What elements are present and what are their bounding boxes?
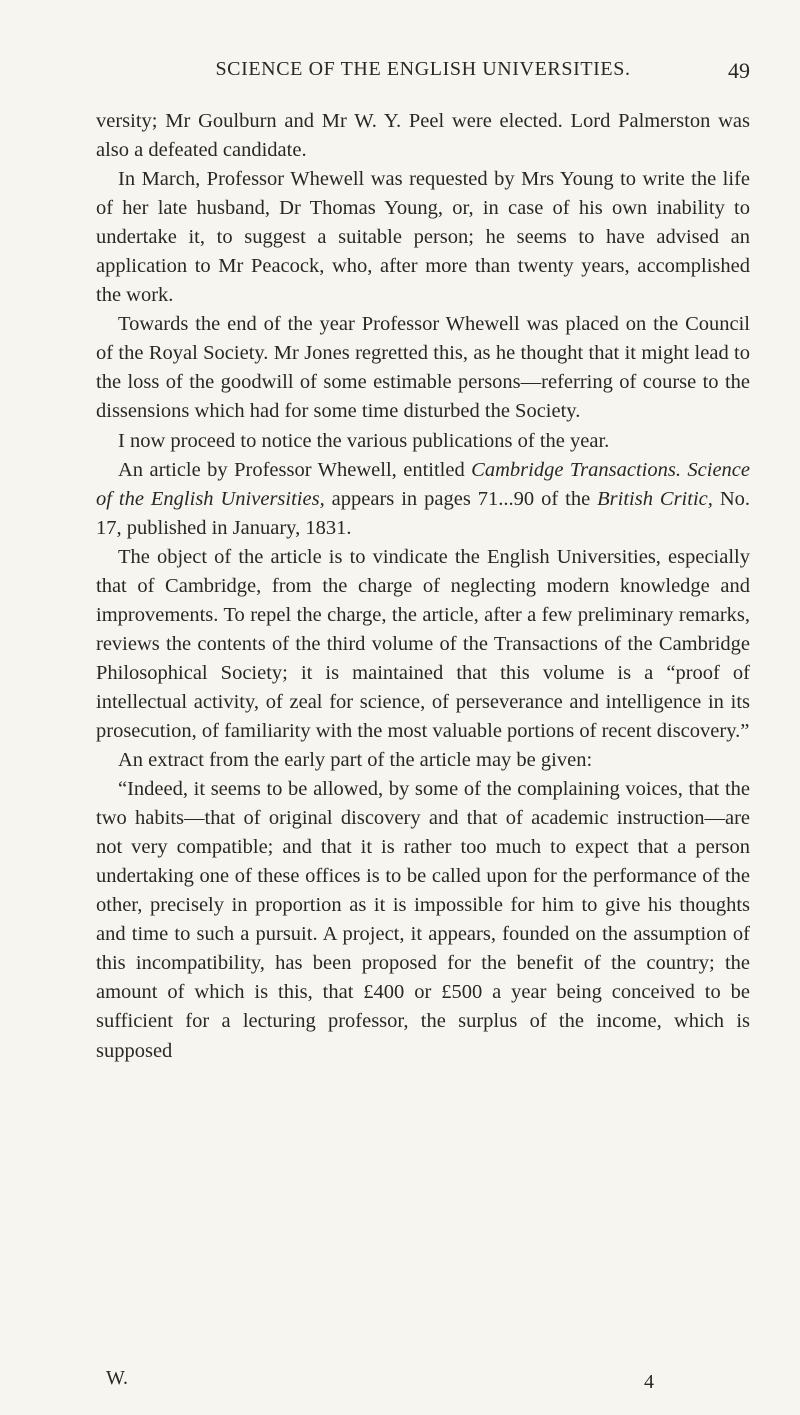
paragraph <box>96 165 750 310</box>
paragraph-text: The object of the article is to vindicate the English Universities, especially that of Cambridge, from the charge of neglecting modern knowledge and improvements. To repel the charge, the article, after a few preliminary remarks, reviews the contents of the third volume of the Transactions of the Cambridge Philosophical Society; it is maintained that this volume is a “proof of intellectual activity, of zeal for science, of perseverance and intelligence in its prosecution, of familiarity with the most valuable portions of recent discovery.” <box>96 545 750 742</box>
paragraph-text: Towards the end of the year Professor Whewell was placed on the Council of the Royal Society. Mr Jones regretted this, as he thought that it might lead to the loss of the goodwill of some estimable persons—referring of course to the dissensions which had for some time disturbed the Society. <box>96 313 750 423</box>
running-title: SCIENCE OF THE ENGLISH UNIVERSITIES. <box>215 58 631 80</box>
paragraph <box>96 427 750 456</box>
page-footer <box>96 1363 750 1403</box>
paragraph-text: In March, Professor Whewell was requested by Mrs Young to write the life of her late husband, Dr Thomas Young, or, in case of his own inability to undertake it, to suggest a suitable person; he seems to have advised an application to Mr Peacock, who, after more than twenty years, accomplished the work. <box>96 168 750 307</box>
paragraph-text: An article by Professor Whewell, entitled <box>118 458 472 481</box>
paragraph-text: “Indeed, it seems to be allowed, by some of the complaining voices, that the two habits—that of original discovery and that of academic instruction—are not very compatible; and that it is rather too much to expect that a person undertaking one of these offices is to be called upon for the performance of the other, precisely in proportion as it is impossible for him to give his thoughts and time to such a pursuit. A project, it appears, founded on the assumption of this incompatibility, has been proposed for the benefit of the country; the amount of which is this, that £400 or £500 a year being conceived to be sufficient for a lecturing professor, the surplus of the income, which is supposed <box>96 778 750 1062</box>
italic-title-text: British Critic, <box>597 487 713 510</box>
paragraph <box>96 746 750 775</box>
page-number: 49 <box>728 58 750 83</box>
paragraph-text: No. 17, published in January, 1831. <box>96 487 750 539</box>
paragraph-text: versity; Mr Goulburn and Mr W. Y. Peel were elected. Lord Palmerston was also a defeated candidate. <box>96 110 750 162</box>
signature-mark: W. <box>106 1367 129 1389</box>
paragraph-text: appears in pages 71...90 of the <box>324 487 598 510</box>
body-text <box>96 107 750 1066</box>
paragraph <box>96 107 750 165</box>
running-head <box>96 50 750 86</box>
paragraph-text: I now proceed to notice the various publications of the year. <box>118 429 610 452</box>
paragraph-text: An extract from the early part of the article may be given: <box>118 749 593 772</box>
paragraph <box>96 775 750 1065</box>
sheet-number: 4 <box>644 1371 654 1393</box>
paragraph <box>96 456 750 543</box>
italic-title-text: Cambridge Transactions. Science of the English Universities, <box>96 458 750 510</box>
paragraph <box>96 310 750 426</box>
paragraph <box>96 543 750 746</box>
